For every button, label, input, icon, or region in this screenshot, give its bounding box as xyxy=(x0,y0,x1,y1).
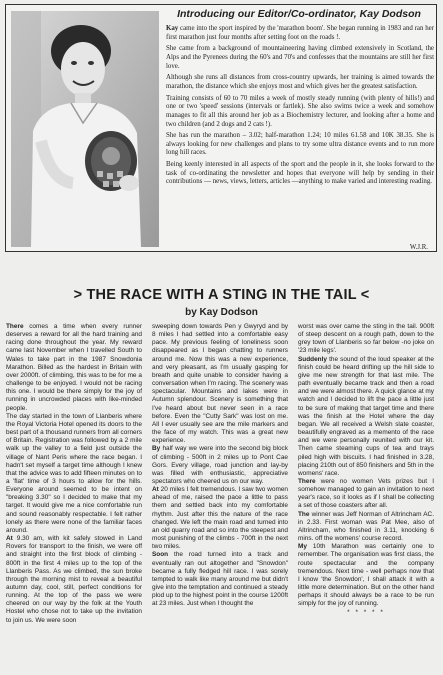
article-paragraph: Soon the road turned into a track and eventually ran out altogether and "Snowdon" became a fully fledged hill race. I was sorely tempted to walk like many around me but didn't give into the temptation and continued a steady plod up to the highest point in the course 1200ft at 23 miles. Just when I thought the xyxy=(152,551,288,608)
article-paragraph: At 20 miles I felt tremendous. I saw two women ahead of me, raised the pace a little to pass them and settled back into my comfortable rhythm. Just after this the nature of the race changed. We left the main road and turned into an old quarry road and so into the steepest and most punishing of the climbs - 700ft in the next two miles. xyxy=(152,486,288,551)
article-paragraph: There were no women Vets prizes but I somehow managed to gain an invitation to next year's race, so it looks as if I shall be collecting a set of those coasters after all. xyxy=(298,477,434,510)
intro-initials: W.J.R. xyxy=(409,244,428,251)
article-column-1 xyxy=(6,323,142,625)
article-column-3 xyxy=(298,323,434,618)
editor-photo xyxy=(11,11,159,247)
article-paragraph: There comes a time when every runner deserves a reward for all the hard training and racing done throughout the year. My reward came last November when I travelled South to Wales to take part in the 1987 Snowdonia Marathon. Billed as the hardest in Britain with over 2000ft. of climbing, this was to be for me a challenge to be enjoyed. I would not be racing this one. I would be there simply for the joy of running in uncrowded places with like-minded people. xyxy=(6,323,142,412)
intro-heading: Introducing our Editor/Co-ordinator, Kay Dodson xyxy=(177,8,421,20)
intro-paragraph: Kay came into the sport inspired by the 'marathon boom'. She began running in 1983 and ran her first marathon just four months after setting foot on the roads !. xyxy=(166,25,434,41)
article-paragraph: My 10th Marathon was certainly one to remember. The organisation was first class, the route spectacular and the company tremendous. Next time - well perhaps now that I know 'the Snowdon', I shall attack it with a little more determination. But on the other hand perhaps it should always be a race to be run simply for the joy of running. xyxy=(298,543,434,608)
article-paragraph: worst was over came the sting in the tail. 900ft of steep descent on a rough path, down to the grey town of Llanberis so far below -no joke on '23 mile legs'. xyxy=(298,323,434,355)
intro-paragraph: Although she runs all distances from cross-country upwards, her training is aimed towards the marathon, the distance which she enjoys most and which gives her the greatest satisfaction. xyxy=(166,74,434,90)
intro-paragraph: Training consists of 60 to 70 miles a week of mostly steady running (with plenty of hills!) and one or two 'speed' sessions (intervals or fartlek). She also swims twice a week and somehow manages to fit all this around her job as a Biochemistry lecturer, and looking after a home and two children (and 2 dogs and 2 cats !). xyxy=(166,94,434,128)
article-column-2 xyxy=(152,323,288,608)
article-paragraph: Suddenly the sound of the loud speaker at the finish could be heard drifting up the hill side to give me new strength for that last mile. The path eventually became track and then a road and we were almost there. A quick glance at my watch and I decided to lift the pace a little just to be sure of making that target time and there was the finish at the Hotel where the day began. We all received a Welsh slate coaster, beautifully engraved as a memento of the race and we were personally reunited with our kit. Then came steaming cups of tea and trays piled high with biscuits. I had finished in 3.28, placing 210th out of 850 finishers and 5th in the womens' race. xyxy=(298,355,434,477)
editor-photo-illustration xyxy=(11,11,159,247)
intro-paragraph: She has run the marathon – 3.02; half-marathon 1.24; 10 miles 61.58 and 10K 38.35. She is always looking for new challenges and plans to try some ultra distance events and to run more long hill races. xyxy=(166,132,434,157)
article-paragraph: sweeping down towards Pen y Gwyryd and by 8 miles I had settled into a comfortable easy pace. My previous feeling of loneliness soon disappeared as I began chatting to runners around me. Now this was a new experience, and very pleasant, as I'm usually gasping for breath and quite unable to consider having a conversation when I'm racing. The scenery was spectacular. Mountains and lakes were in Autumn splendour. Scenery is something that I've heard about but never seen in a race before. Even the "Cutty Sark" was lost on me. All I ever usually see are the mile markers and the face of my watch. This was a great new experience. xyxy=(152,323,288,445)
article-end-mark: * * * * * xyxy=(347,609,385,617)
intro-paragraph: She came from a background of mountaineering having climbed extensively in Scotland, the Alps and the Pyrenees during the 60's and 70's and confesses that the mountains are still her first love. xyxy=(166,45,434,70)
editor-intro-box xyxy=(5,4,437,252)
article-title: > THE RACE WITH A STING IN THE TAIL < xyxy=(73,287,370,303)
article-paragraph: The winner was Jeff Norman of Altrincham AC. in 2.33. First woman was Pat Mee, also of Altrincham, who finished in 3.11, knocking 6 mins. off the womens' course record. xyxy=(298,510,434,543)
article-paragraph: At 9.30 am, with kit safely stowed in Land Rovers for transport to the finish, we were off and straight into the first block of climbing - 800ft in the first 4 miles up to the top of the Llanberis Pass. As we climbed, the sun broke through the morning mist to reveal a beautiful autumn day, cool, still, perfect conditions for running. At the top of the pass we were cheered on our way by the folk at the Youth Hostel who chose not to take up the invitation to join us. We were soon xyxy=(6,535,142,624)
article-byline: by Kay Dodson xyxy=(185,307,258,318)
article-paragraph: By half way we were into the second big block of climbing - 500ft in 2 miles up to Pont Cae Gors. Every village, road junction and lay-by was filled with enthusiastic, appreciative spectators who cheered us on our way. xyxy=(152,445,288,485)
intro-paragraph: Being keenly interested in all aspects of the sport and the people in it, she looks forward to the task of co-ordinating the newsletter and hopes that everyone will help by sending in their contributions — news, views, letters, articles —anything to make varied and interesting reading. xyxy=(166,161,434,186)
article-paragraph: The day started in the town of Llanberis where the Royal Victoria Hotel opened its doors to the best part of a thousand runners from all corners of Britain. Registration was followed by a 2 mile walk up the valley to a field just outside the village of Nant Peris where the race began. I hadn't set myself a target time although I knew that the advice was to add fifteen minutes on to a 'flat' time of 3 hours to allow for the hills. Everyone around seemed to be intent on "breaking 3.30" so I decided to make that my target. It would give me a nice comfortable run and sound reasonably respectable. I felt rather lonely as there were none of the familiar faces around. xyxy=(6,412,142,534)
intro-body xyxy=(166,25,434,190)
